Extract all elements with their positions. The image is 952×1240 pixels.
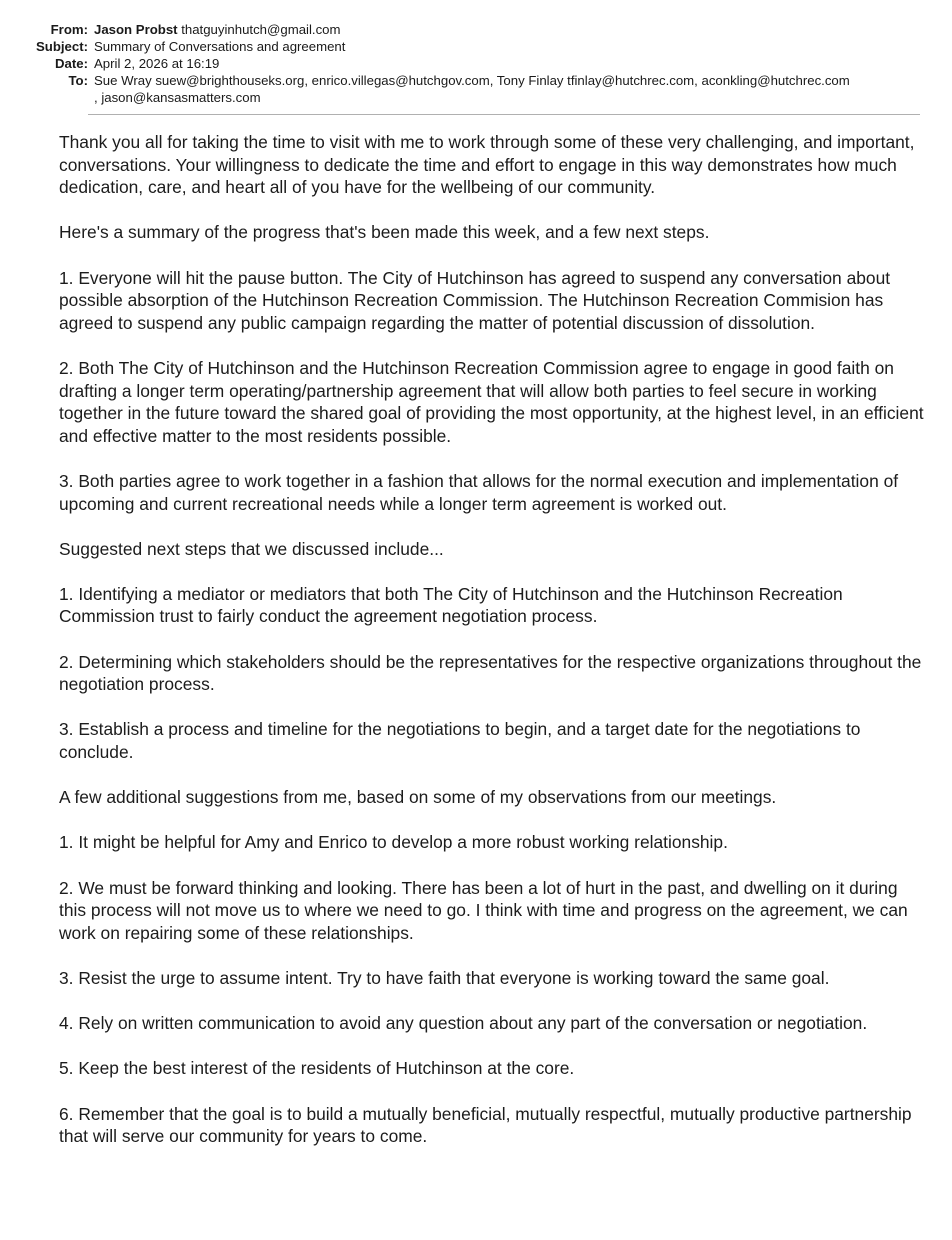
suggestion-4: 4. Rely on written communication to avoid any question about any part of the conversation or negotiation.: [59, 1013, 868, 1034]
next-step-1: 1. Identifying a mediator or mediators that both The City of Hutchinson and the Hutchinson Recreation Commission trust to fairly conduct the agreement negotiation process.: [59, 583, 843, 627]
from-label: From:: [50, 22, 88, 37]
suggestion-1: 1. It might be helpful for Amy and Enrico to develop a more robust working relationship.: [59, 832, 728, 853]
next-step-2: 2. Determining which stakeholders should be the representatives for the respective organizations throughout the negotiation process.: [59, 651, 922, 695]
body-paragraph-summary-intro: Here's a summary of the progress that's been made this week, and a few next steps.: [59, 222, 710, 243]
subject-text: Summary of Conversations and agreement: [94, 39, 346, 54]
date-label: Date:: [55, 56, 88, 71]
date-row: [0, 55, 952, 72]
recipients-line-2[interactable]: , jason@kansasmatters.com: [94, 90, 261, 105]
sender-name: Jason Probst: [94, 22, 178, 37]
recipients-line-1[interactable]: Sue Wray suew@brighthouseks.org, enrico.villegas@hutchgov.com, Tony Finlay tfinlay@hutchrec.com, aconkling@hutchrec.com: [94, 73, 850, 88]
suggestion-2: 2. We must be forward thinking and looking. There has been a lot of hurt in the past, and dwelling on it during this process will not move us to where we need to go. I think with time and progress on the agreement, we can work on repairing some of these relationships.: [59, 877, 908, 943]
progress-item-2: 2. Both The City of Hutchinson and the Hutchinson Recreation Commission agree to engage in good faith on drafting a longer term operating/partnership agreement that will allow both parties to feel secure in working together in the future toward the shared goal of providing the most opportunity, at the highest level, in an efficient and effective matter to the most residents possible.: [59, 357, 924, 446]
to-row: [0, 72, 952, 89]
suggestion-3: 3. Resist the urge to assume intent. Try to have faith that everyone is working toward the same goal.: [59, 967, 830, 988]
progress-item-3: 3. Both parties agree to work together in a fashion that allows for the normal execution and implementation of upcoming and current recreational needs while a longer term agreement is worked out.: [59, 470, 899, 514]
progress-item-1: 1. Everyone will hit the pause button. The City of Hutchinson has agreed to suspend any conversation about possible absorption of the Hutchinson Recreation Commission. The Hutchinson Recreation Commision has agreed to suspend any public campaign regarding the matter of potential discussion of dissolution.: [59, 267, 891, 333]
next-step-3: 3. Establish a process and timeline for the negotiations to begin, and a target date for the negotiations to conclude.: [59, 719, 861, 763]
suggestion-6: 6. Remember that the goal is to build a mutually beneficial, mutually respectful, mutually productive partnership that will serve our community for years to come.: [59, 1103, 912, 1147]
from-row: [0, 21, 952, 38]
sender-email[interactable]: thatguyinhutch@gmail.com: [181, 22, 341, 37]
subject-row: [0, 38, 952, 55]
body-paragraph-intro: Thank you all for taking the time to visit with me to work through some of these very challenging, and important, conversations. Your willingness to dedicate the time and effort to engage in this way demonstrates how much dedication, care, and heart all of you have for the wellbeing of our community.: [59, 132, 915, 198]
email-body: [59, 131, 929, 1227]
next-steps-heading: Suggested next steps that we discussed include...: [59, 538, 444, 559]
to-label: To:: [68, 73, 88, 88]
suggestions-heading: A few additional suggestions from me, based on some of my observations from our meetings.: [59, 787, 777, 808]
email-header: [0, 21, 952, 106]
date-text: April 2, 2026 at 16:19: [94, 56, 220, 71]
subject-label: Subject:: [35, 39, 88, 54]
suggestion-5: 5. Keep the best interest of the residents of Hutchinson at the core.: [59, 1058, 575, 1079]
header-divider: [88, 114, 920, 115]
